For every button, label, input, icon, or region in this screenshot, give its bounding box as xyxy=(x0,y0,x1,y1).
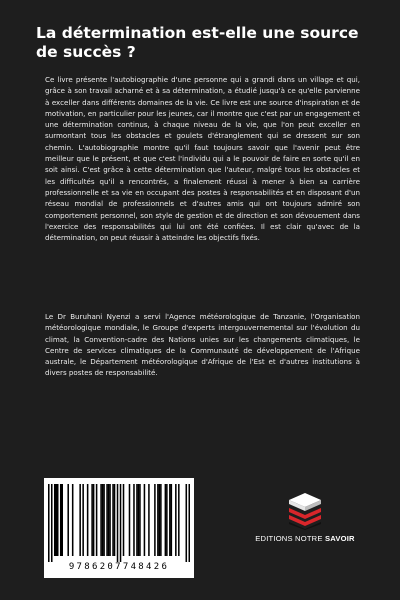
barcode-bar xyxy=(159,484,161,556)
barcode-bar xyxy=(60,484,62,556)
stacked-books-logo-icon xyxy=(285,490,325,530)
barcode-bar xyxy=(120,484,122,562)
book-description: Ce livre présente l'autobiographie d'une personne qui a grandi dans un village et qui, grâce à son travail acharné et à sa détermination, a étudié jusqu'à ce qu'elle parvienne à exceller dans différents domaines de la vie. Ce livre est une source d'inspiration et de motivation, en particulier pour les jeunes, car il montre que c'est par un engagement et une détermination continus, à chaque niveau de la vie, que l'on peut exceller en surmontant tous les obstacles et goulets d'étranglement qui se dressent sur son chemin. L'autobiographie montre qu'il faut toujours savoir que l'avenir peut être meilleur que le présent, et que c'est l'individu qui a le pouvoir de faire en sorte qu'il en soit ainsi. C'est grâce à cette détermination que l'auteur, malgré tous les obstacles et les difficultés qu'il a rencontrés, a finalement réussi à mener à bien sa carrière professionnelle et sa vie en occupant des postes à responsabilités et en disposant d'un réseau mondial de professionnels et d'autres amis qui ont toujours admiré son comportement personnel, son style de gestion et de direction et son dévouement dans l'exercice des responsabilités qui lui ont été confiées. Il est clair qu'avec de la détermination, on peut réussir à atteindre les objectifs fixés. xyxy=(45,75,360,243)
barcode-bar xyxy=(154,484,156,556)
barcode-bar xyxy=(93,484,95,556)
publisher-name-part2: SAVOIR xyxy=(324,534,355,543)
barcode-bar xyxy=(114,484,116,556)
barcode-bar xyxy=(48,484,50,562)
barcode-bar xyxy=(160,484,162,556)
barcode-bar xyxy=(129,484,131,556)
barcode-bar xyxy=(109,484,111,556)
barcode-bar xyxy=(123,484,125,556)
barcode-bar xyxy=(166,484,168,556)
barcode-bar xyxy=(112,484,114,556)
barcode-bars xyxy=(48,484,190,562)
barcode-bar xyxy=(54,484,56,556)
barcode-bar xyxy=(144,484,146,556)
isbn-number: 9786207748426 xyxy=(68,562,170,572)
barcode-bar xyxy=(106,484,108,556)
barcode-bar xyxy=(79,484,81,556)
barcode-bar xyxy=(87,484,89,556)
author-bio: Le Dr Buruhani Nyenzi a servi l'Agence météorologique de Tanzanie, l'Organisation météorologique mondiale, le Groupe d'experts intergouvernemental sur l'évolution du climat, la Convention-cadre des Nations unies sur les changements climatiques, le Centre de services climatiques de la Communauté de développement de l'Afrique australe, le Département météorologique d'Afrique de l'Est et d'autres institutions à divers postes de responsabilité. xyxy=(45,312,360,378)
barcode-bar xyxy=(67,484,69,556)
barcode-bar xyxy=(72,484,74,556)
barcode-bar xyxy=(61,484,63,556)
barcode-bar xyxy=(175,484,177,556)
barcode-bar xyxy=(171,484,173,556)
barcode-bar xyxy=(133,484,135,556)
barcode-bar xyxy=(157,484,159,556)
barcode-bar xyxy=(108,484,110,556)
barcode-bar xyxy=(55,484,57,556)
barcode-bar xyxy=(51,484,53,562)
barcode-bar xyxy=(186,484,188,562)
publisher-block xyxy=(250,490,360,543)
barcode-bar xyxy=(102,484,104,556)
barcode-bar xyxy=(178,484,180,556)
barcode-bar xyxy=(138,484,140,556)
barcode-bar xyxy=(189,484,190,562)
barcode-bar xyxy=(169,484,171,556)
barcode-bar xyxy=(57,484,59,556)
barcode-bar xyxy=(100,484,102,556)
barcode-bar xyxy=(148,484,150,556)
publisher-name-part1: EDITIONS NOTRE xyxy=(255,534,325,543)
publisher-name xyxy=(250,534,360,543)
barcode-bar xyxy=(82,484,84,556)
barcode-bar xyxy=(139,484,141,556)
barcode-bar xyxy=(96,484,98,556)
barcode-bar xyxy=(165,484,167,556)
barcode-bar xyxy=(91,484,93,556)
barcode-bar xyxy=(103,484,105,556)
book-title: La détermination est-elle une source de succès ? xyxy=(36,24,359,61)
isbn-barcode xyxy=(44,478,194,578)
barcode-bar xyxy=(136,484,138,556)
barcode-bar xyxy=(117,484,119,562)
